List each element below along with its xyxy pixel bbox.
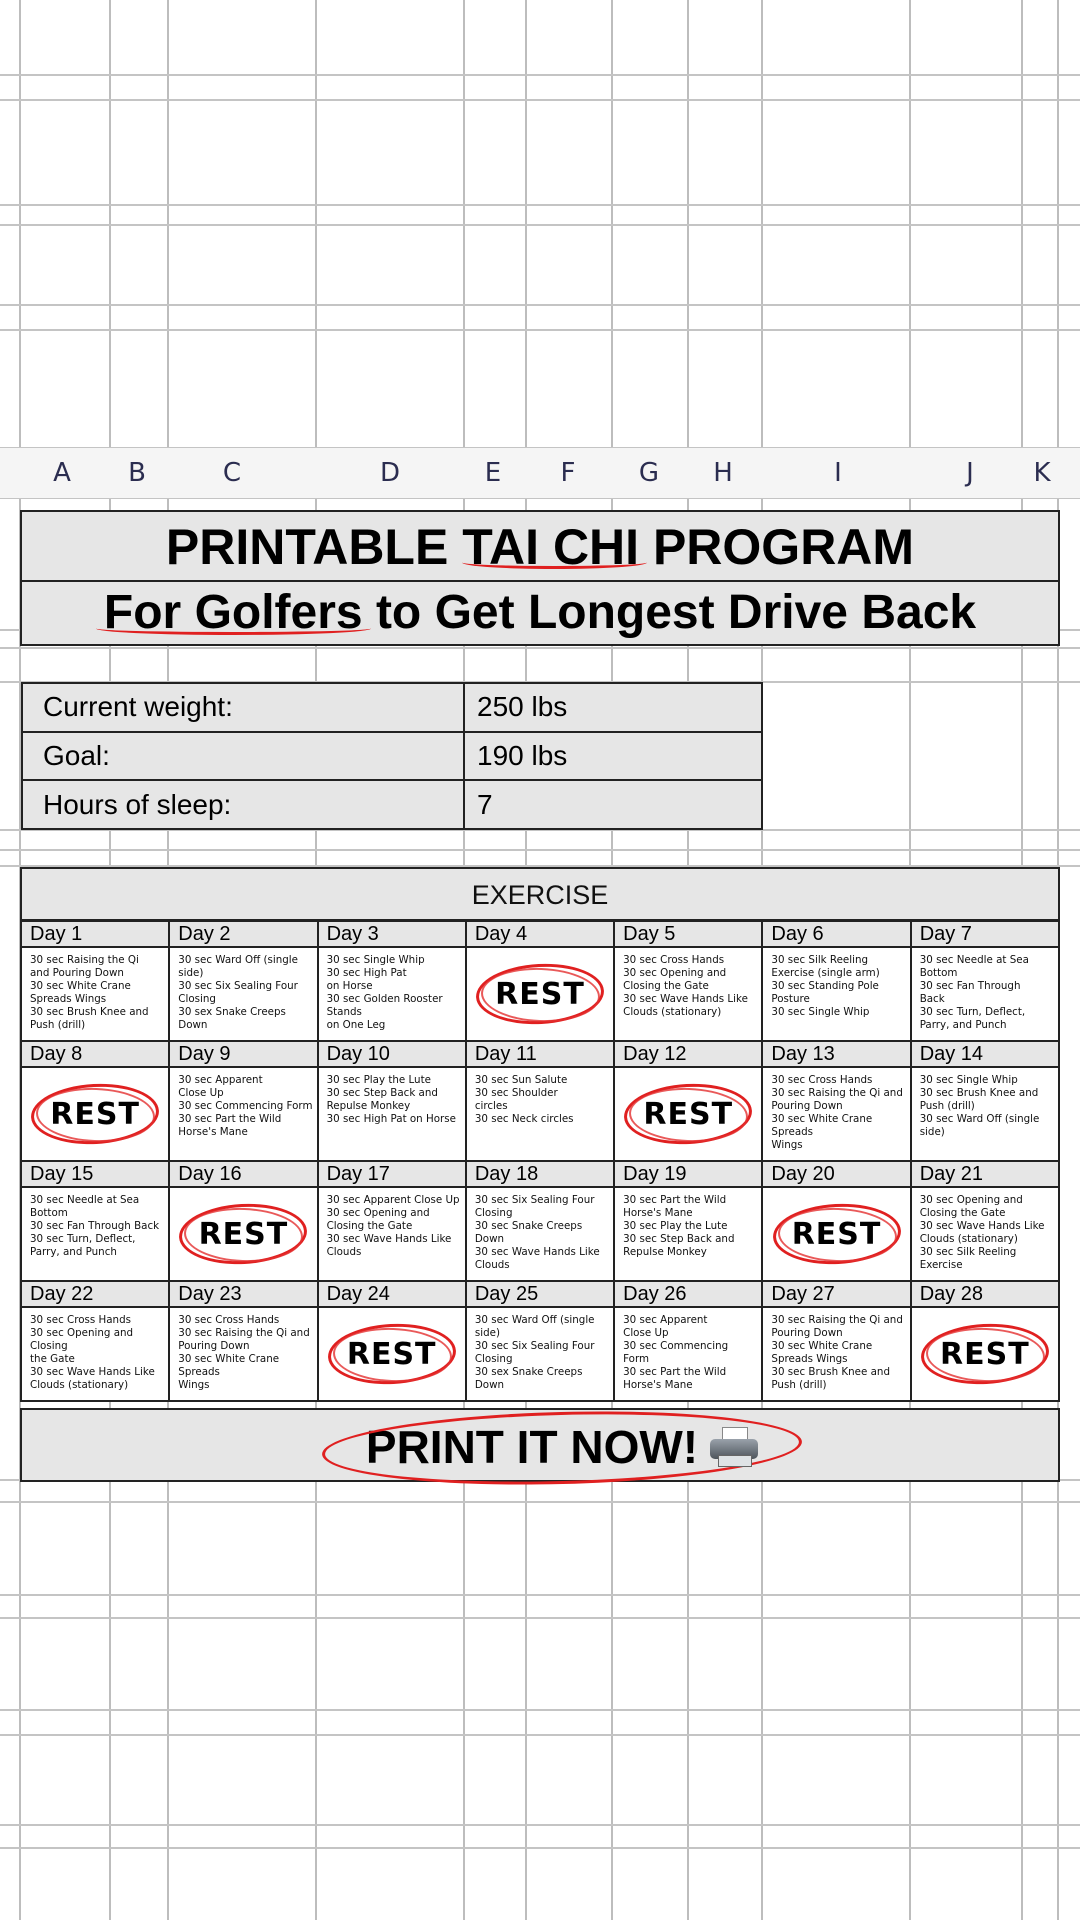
print-button-label: PRINT IT NOW! bbox=[365, 1421, 699, 1473]
exercise-line: 30 sec Wave Hands Like bbox=[326, 1233, 452, 1245]
exercise-cell[interactable] bbox=[911, 947, 1059, 1041]
day-label: Day 16 bbox=[169, 1161, 317, 1187]
exercise-cell[interactable] bbox=[21, 1307, 169, 1401]
rest-badge: REST bbox=[328, 1324, 456, 1384]
exercise-line: 30 sec Step Back and bbox=[623, 1233, 735, 1245]
exercise-line: 30 sec Raising the Qi and bbox=[771, 1087, 903, 1099]
exercise-line: circles bbox=[474, 1100, 508, 1112]
day-label: Day 13 bbox=[762, 1041, 910, 1067]
exercise-line: 30 sec Fan Through bbox=[919, 980, 1021, 992]
exercise-line: 30 sex Snake Creeps bbox=[178, 1006, 286, 1018]
exercise-line: 30 sec White Crane Spreads bbox=[178, 1353, 280, 1378]
day-label: Day 26 bbox=[614, 1281, 762, 1307]
column-header-bar bbox=[0, 448, 1080, 498]
day-label: Day 2 bbox=[169, 921, 317, 947]
exercise-line: 30 sec Six Sealing Four bbox=[474, 1340, 595, 1352]
day-label: Day 25 bbox=[466, 1281, 614, 1307]
exercise-line: 30 sec Ward Off (single bbox=[474, 1314, 595, 1326]
exercise-line: Clouds (stationary) bbox=[30, 1379, 129, 1391]
exercise-cell[interactable] bbox=[762, 947, 910, 1041]
exercise-cell[interactable] bbox=[21, 947, 169, 1041]
exercise-line: 30 sec Opening and bbox=[326, 1207, 430, 1219]
exercise-line: Closing the Gate bbox=[919, 1207, 1006, 1219]
exercise-line: Closing the Gate bbox=[623, 980, 709, 992]
rest-day-cell[interactable] bbox=[21, 1067, 169, 1161]
exercise-line: 30 sec Single Whip bbox=[771, 1006, 870, 1018]
exercise-header: EXERCISE bbox=[20, 867, 1060, 921]
exercise-line: 30 sec Golden Rooster bbox=[326, 993, 443, 1005]
rest-badge: REST bbox=[773, 1204, 901, 1264]
column-header-d[interactable]: D bbox=[379, 458, 401, 488]
exercise-cell[interactable] bbox=[21, 1187, 169, 1281]
print-banner bbox=[20, 1408, 1060, 1482]
exercise-cell[interactable] bbox=[614, 947, 762, 1041]
week-exercise-row bbox=[21, 1067, 1059, 1161]
rest-badge: REST bbox=[179, 1204, 307, 1264]
rest-day-cell[interactable] bbox=[614, 1067, 762, 1161]
day-label: Day 3 bbox=[318, 921, 466, 947]
exercise-line: 30 sec Opening and bbox=[919, 1194, 1023, 1206]
day-label: Day 10 bbox=[318, 1041, 466, 1067]
day-label: Day 18 bbox=[466, 1161, 614, 1187]
exercise-cell[interactable] bbox=[911, 1067, 1059, 1161]
rest-badge: REST bbox=[31, 1084, 159, 1144]
day-label: Day 12 bbox=[614, 1041, 762, 1067]
exercise-line: Down bbox=[474, 1379, 505, 1391]
exercise-cell[interactable] bbox=[911, 1187, 1059, 1281]
exercise-line: and Pouring Down bbox=[30, 967, 124, 979]
exercise-line: 30 sec Shoulder bbox=[474, 1087, 558, 1099]
exercise-cell[interactable] bbox=[466, 1307, 614, 1401]
rest-day-cell[interactable] bbox=[169, 1187, 317, 1281]
exercise-line: Bottom bbox=[919, 967, 958, 979]
exercise-line: 30 sec Turn, Deflect, bbox=[30, 1233, 136, 1245]
column-header-k[interactable]: K bbox=[1033, 458, 1051, 488]
exercise-line: Spreads Wings bbox=[30, 993, 107, 1005]
exercise-line: Clouds bbox=[326, 1246, 362, 1258]
day-label: Day 27 bbox=[762, 1281, 910, 1307]
title-highlight-text: TAI CHI bbox=[462, 519, 640, 575]
day-label: Day 21 bbox=[911, 1161, 1059, 1187]
rest-badge: REST bbox=[476, 964, 604, 1024]
exercise-line: Closing the Gate bbox=[326, 1220, 413, 1232]
exercise-line: 30 sec Opening and Closing bbox=[30, 1327, 134, 1352]
stats-value[interactable]: 190 lbs bbox=[464, 732, 762, 781]
exercise-line: side) bbox=[919, 1126, 945, 1138]
exercise-line: 30 sec Play the Lute bbox=[623, 1220, 728, 1232]
day-label: Day 15 bbox=[21, 1161, 169, 1187]
day-label: Day 8 bbox=[21, 1041, 169, 1067]
exercise-line: Wings bbox=[178, 1379, 210, 1391]
exercise-line: 30 sec Six Sealing Four bbox=[178, 980, 298, 992]
exercise-line: 30 sec Single Whip bbox=[326, 954, 425, 966]
day-label: Day 24 bbox=[318, 1281, 466, 1307]
exercise-line: on One Leg bbox=[326, 1019, 386, 1031]
exercise-line: 30 sec Fan Through Back bbox=[30, 1220, 160, 1232]
exercise-line: 30 sec Silk Reeling bbox=[771, 954, 869, 966]
title-suffix: PROGRAM bbox=[639, 519, 915, 575]
stats-label: Hours of sleep: bbox=[22, 780, 464, 829]
exercise-line: Push (drill) bbox=[30, 1019, 86, 1031]
exercise-line: 30 sec Cross Hands bbox=[623, 954, 725, 966]
exercise-cell[interactable] bbox=[762, 1067, 910, 1161]
exercise-line: 30 sec Single Whip bbox=[919, 1074, 1018, 1086]
stats-row-weight bbox=[22, 683, 762, 732]
exercise-line: 30 sec Apparent bbox=[623, 1314, 708, 1326]
week-days-row bbox=[21, 1161, 1059, 1187]
exercise-cell[interactable] bbox=[466, 1187, 614, 1281]
rest-day-cell[interactable] bbox=[762, 1187, 910, 1281]
day-label: Day 11 bbox=[466, 1041, 614, 1067]
exercise-line: Pouring Down bbox=[178, 1340, 250, 1352]
day-label: Day 6 bbox=[762, 921, 910, 947]
subtitle-highlight-text: For Golfers bbox=[103, 586, 363, 639]
exercise-line: 30 sec Ward Off (single bbox=[919, 1113, 1040, 1125]
exercise-line: 30 sec Part the Wild bbox=[623, 1366, 727, 1378]
exercise-line: 30 sec Six Sealing Four bbox=[474, 1194, 595, 1206]
exercise-line: 30 sec Wave Hands Like bbox=[919, 1220, 1045, 1232]
subtitle-suffix: to Get Longest Drive Back bbox=[362, 586, 977, 639]
exercise-cell[interactable] bbox=[169, 947, 317, 1041]
exercise-line: Closing bbox=[178, 993, 216, 1005]
exercise-cell[interactable] bbox=[169, 1307, 317, 1401]
exercise-line: Horse's Mane bbox=[178, 1126, 248, 1138]
exercise-cell[interactable] bbox=[614, 1187, 762, 1281]
exercise-line: 30 sec Commencing bbox=[623, 1340, 729, 1352]
exercise-line: Push (drill) bbox=[919, 1100, 975, 1112]
exercise-line: 30 sec Brush Knee and bbox=[771, 1366, 890, 1378]
week-exercise-row bbox=[21, 947, 1059, 1041]
red-underline bbox=[96, 622, 371, 635]
exercise-line: Close Up bbox=[623, 1327, 669, 1339]
exercise-line: 30 sec Apparent bbox=[178, 1074, 263, 1086]
exercise-line: 30 sec White Crane bbox=[30, 980, 131, 992]
exercise-line: 30 sec High Pat on Horse bbox=[326, 1113, 456, 1125]
exercise-line: Down bbox=[178, 1019, 208, 1031]
exercise-line: 30 sec Commencing Form bbox=[178, 1100, 313, 1112]
exercise-line: 30 sec Cross Hands bbox=[30, 1314, 131, 1326]
day-label: Day 19 bbox=[614, 1161, 762, 1187]
exercise-cell[interactable] bbox=[169, 1067, 317, 1161]
column-header-h[interactable]: H bbox=[713, 458, 733, 488]
exercise-line: 30 sec Wave Hands Like bbox=[623, 993, 748, 1005]
day-label: Day 28 bbox=[911, 1281, 1059, 1307]
exercise-line: 30 sec Turn, Deflect, bbox=[919, 1006, 1026, 1018]
red-underline bbox=[462, 556, 647, 569]
column-header-c[interactable]: C bbox=[222, 458, 242, 488]
day-label: Day 17 bbox=[318, 1161, 466, 1187]
exercise-line: 30 sec Raising the Qi and bbox=[771, 1314, 903, 1326]
stats-label: Current weight: bbox=[22, 683, 464, 732]
exercise-line: 30 sec Silk Reeling bbox=[919, 1246, 1017, 1258]
exercise-line: 30 sec High Pat bbox=[326, 967, 407, 979]
rest-day-cell[interactable] bbox=[318, 1307, 466, 1401]
stats-value[interactable]: 7 bbox=[464, 780, 762, 829]
exercise-line: Pouring Down bbox=[771, 1100, 843, 1112]
day-label: Day 4 bbox=[466, 921, 614, 947]
exercise-line: 30 sec Raising the Qi bbox=[30, 954, 139, 966]
exercise-line: Pouring Down bbox=[771, 1327, 843, 1339]
day-label: Day 14 bbox=[911, 1041, 1059, 1067]
day-label: Day 7 bbox=[911, 921, 1059, 947]
exercise-line: 30 sec Neck circles bbox=[474, 1113, 574, 1125]
exercise-line: 30 sec White Crane Spreads bbox=[771, 1113, 873, 1138]
print-button[interactable] bbox=[322, 1416, 802, 1478]
exercise-line: Clouds bbox=[474, 1259, 510, 1271]
exercise-cell[interactable] bbox=[318, 1187, 466, 1281]
exercise-line: Horse's Mane bbox=[623, 1379, 693, 1391]
exercise-line: 30 sec Needle at Sea bbox=[30, 1194, 140, 1206]
printer-icon bbox=[710, 1427, 758, 1467]
exercise-calendar bbox=[20, 920, 1060, 1402]
week-days-row bbox=[21, 1041, 1059, 1067]
column-header-f[interactable]: F bbox=[560, 458, 576, 488]
day-label: Day 5 bbox=[614, 921, 762, 947]
exercise-cell[interactable] bbox=[762, 1307, 910, 1401]
exercise-line: Close Up bbox=[178, 1087, 224, 1099]
exercise-line: 30 sec Wave Hands Like bbox=[474, 1246, 600, 1258]
exercise-line: Repulse Monkey bbox=[623, 1246, 707, 1258]
exercise-line: Posture bbox=[771, 993, 810, 1005]
exercise-line: Closing bbox=[474, 1207, 513, 1219]
exercise-line: 30 sec White Crane bbox=[771, 1340, 873, 1352]
exercise-line: 30 sec Part the Wild bbox=[178, 1113, 282, 1125]
exercise-line: Clouds (stationary) bbox=[623, 1006, 722, 1018]
title-prefix: PRINTABLE bbox=[165, 519, 463, 575]
exercise-line: 30 sec Ward Off (single bbox=[178, 954, 298, 966]
day-label: Day 20 bbox=[762, 1161, 910, 1187]
exercise-line: 30 sec Opening and bbox=[623, 967, 727, 979]
rest-badge: REST bbox=[624, 1084, 752, 1144]
exercise-line: Exercise (single arm) bbox=[771, 967, 880, 979]
exercise-line: 30 sec Snake Creeps bbox=[474, 1220, 583, 1232]
stats-row-goal bbox=[22, 732, 762, 781]
exercise-line: 30 sec Cross Hands bbox=[771, 1074, 873, 1086]
exercise-line: side) bbox=[474, 1327, 500, 1339]
page-title bbox=[20, 510, 1060, 582]
exercise-cell[interactable] bbox=[614, 1307, 762, 1401]
exercise-line: Back bbox=[919, 993, 945, 1005]
day-label: Day 23 bbox=[169, 1281, 317, 1307]
exercise-line: Parry, and Punch bbox=[30, 1246, 117, 1258]
exercise-line: Wings bbox=[771, 1139, 803, 1151]
week-exercise-row bbox=[21, 1187, 1059, 1281]
exercise-line: 30 sec Sun Salute bbox=[474, 1074, 568, 1086]
exercise-line: 30 sec Step Back and bbox=[326, 1087, 438, 1099]
exercise-line: on Horse bbox=[326, 980, 373, 992]
exercise-line: Clouds (stationary) bbox=[919, 1233, 1018, 1245]
exercise-line: Bottom bbox=[30, 1207, 68, 1219]
exercise-line: Exercise bbox=[919, 1259, 963, 1271]
day-label: Day 9 bbox=[169, 1041, 317, 1067]
week-days-row bbox=[21, 1281, 1059, 1307]
column-header-b[interactable]: B bbox=[128, 458, 146, 488]
stats-label: Goal: bbox=[22, 732, 464, 781]
exercise-line: 30 sec Part the Wild bbox=[623, 1194, 727, 1206]
exercise-line: Closing bbox=[474, 1353, 513, 1365]
exercise-line: Parry, and Punch bbox=[919, 1019, 1007, 1031]
exercise-line: 30 sec Needle at Sea bbox=[919, 954, 1029, 966]
exercise-line: side) bbox=[178, 967, 204, 979]
week-exercise-row bbox=[21, 1307, 1059, 1401]
exercise-line: Stands bbox=[326, 1006, 362, 1018]
exercise-line: 30 sec Standing Pole bbox=[771, 980, 879, 992]
exercise-line: 30 sex Snake Creeps bbox=[474, 1366, 583, 1378]
exercise-line: 30 sec Raising the Qi and bbox=[178, 1327, 310, 1339]
exercise-cell[interactable] bbox=[318, 1067, 466, 1161]
title-highlight bbox=[462, 519, 639, 575]
exercise-line: Push (drill) bbox=[771, 1379, 827, 1391]
exercise-line: Spreads Wings bbox=[771, 1353, 848, 1365]
column-header-e[interactable]: E bbox=[484, 458, 502, 488]
subtitle-highlight bbox=[104, 586, 363, 639]
exercise-line: 30 sec Play the Lute bbox=[326, 1074, 431, 1086]
stats-value[interactable]: 250 lbs bbox=[464, 683, 762, 732]
rest-day-cell[interactable] bbox=[911, 1307, 1059, 1401]
rest-badge: REST bbox=[921, 1324, 1049, 1384]
day-label: Day 1 bbox=[21, 921, 169, 947]
page-subtitle bbox=[20, 580, 1060, 646]
column-header-j[interactable]: J bbox=[966, 458, 974, 488]
exercise-line: Horse's Mane bbox=[623, 1207, 693, 1219]
exercise-line: Repulse Monkey bbox=[326, 1100, 411, 1112]
exercise-line: 30 sec Cross Hands bbox=[178, 1314, 280, 1326]
stats-row-sleep bbox=[22, 780, 762, 829]
day-label: Day 22 bbox=[21, 1281, 169, 1307]
exercise-cell[interactable] bbox=[466, 1067, 614, 1161]
exercise-line: Down bbox=[474, 1233, 505, 1245]
column-header-i[interactable]: I bbox=[834, 458, 842, 488]
exercise-line: the Gate bbox=[30, 1353, 75, 1365]
exercise-line: 30 sec Wave Hands Like bbox=[30, 1366, 155, 1378]
exercise-line: 30 sec Apparent Close Up bbox=[326, 1194, 460, 1206]
exercise-line: 30 sec Brush Knee and bbox=[30, 1006, 149, 1018]
column-header-g[interactable]: G bbox=[638, 458, 660, 488]
exercise-cell[interactable] bbox=[318, 947, 466, 1041]
exercise-line: 30 sec Brush Knee and bbox=[919, 1087, 1039, 1099]
stats-table bbox=[21, 682, 763, 830]
rest-day-cell[interactable] bbox=[466, 947, 614, 1041]
week-days-row bbox=[21, 921, 1059, 947]
exercise-line: Form bbox=[623, 1353, 650, 1365]
column-header-a[interactable]: A bbox=[53, 458, 71, 488]
